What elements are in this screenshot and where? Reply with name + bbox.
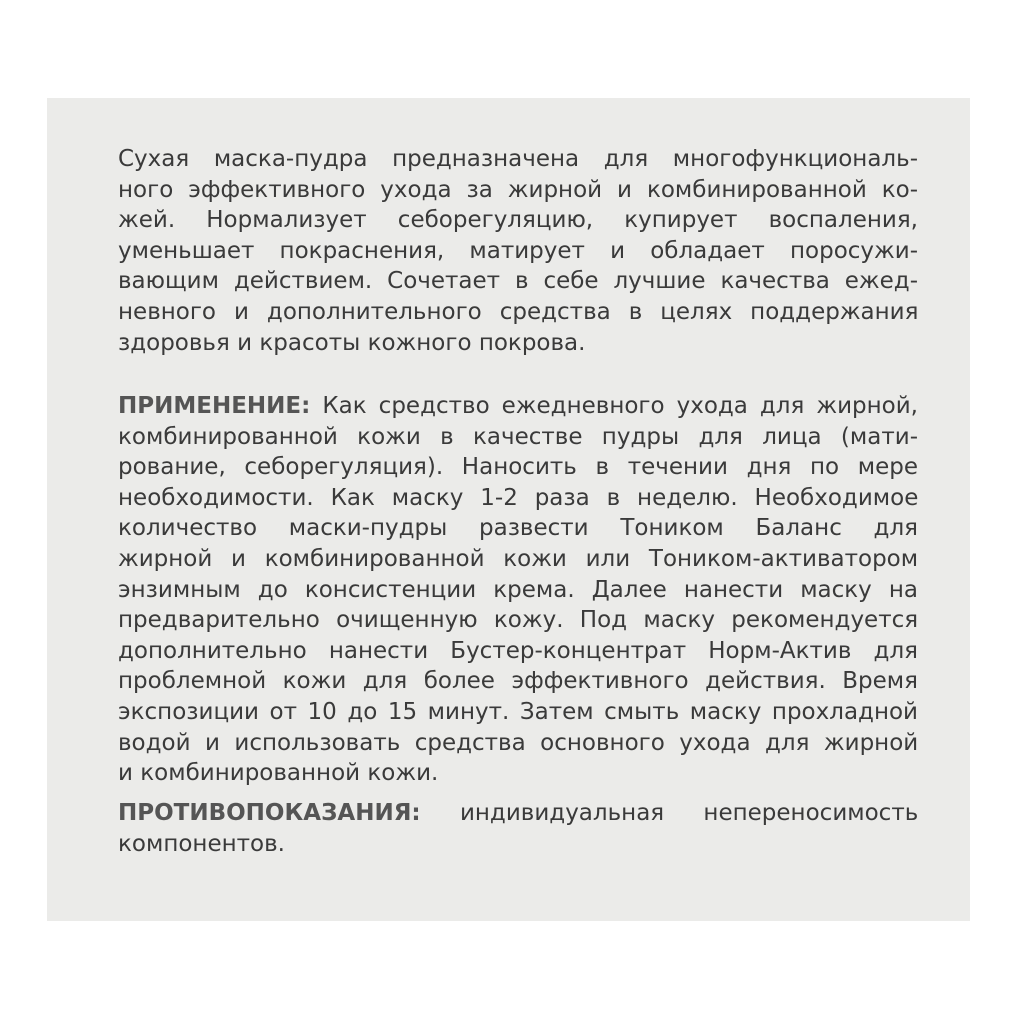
application-line: проблемной кожи для более эффективного действия. Время xyxy=(118,668,918,695)
application-line: экспозиции от 10 до 15 минут. Затем смыть маску прохладной xyxy=(118,698,918,725)
contraindications-heading: ПРОТИВОПОКАЗАНИЯ: xyxy=(118,800,421,826)
description-line: Сухая маска-пудра предназначена для многофункциональ- xyxy=(118,146,918,172)
application-first-line-text: Как средство ежедневного ухода для жирной, xyxy=(310,393,918,419)
application-line: рование, себорегуляция). Наносить в течении дня по мере xyxy=(118,454,918,481)
description-line: здоровья и красоты кожного покрова. xyxy=(118,329,586,356)
application-line: энзимным до консистенции крема. Далее нанести маску на xyxy=(118,576,918,603)
application-paragraph xyxy=(118,391,918,789)
application-line: количество маски-пудры развести Тоником Баланс для xyxy=(118,515,918,542)
application-line: необходимости. Как маску 1-2 раза в неделю. Необходимое xyxy=(118,484,919,511)
description-line: уменьшает покраснения, матирует и обладает поросужи- xyxy=(118,237,918,264)
description-line: ного эффективного ухода за жирной и комбинированной ко- xyxy=(118,176,918,203)
contraindications-first-line-text: индивидуальная непереносимость xyxy=(420,800,919,826)
contraindications-line: компонентов. xyxy=(118,830,285,857)
application-heading: ПРИМЕНЕНИЕ: xyxy=(118,393,311,419)
description-paragraph xyxy=(118,144,918,358)
description-line: вающим действием. Сочетает в себе лучшие качества ежед- xyxy=(118,268,918,295)
application-line: жирной и комбинированной кожи или Тоником-активатором xyxy=(118,545,919,572)
contraindications-paragraph xyxy=(118,798,918,859)
description-line: жей. Нормализует себорегуляцию, купирует воспаления, xyxy=(118,207,918,234)
contraindications-first-line xyxy=(118,798,918,829)
application-line: дополнительно нанести Бустер-концентрат Норм-Актив для xyxy=(118,637,918,664)
description-line: невного и дополнительного средства в целях поддержания xyxy=(118,298,919,325)
application-line: комбинированной кожи в качестве пудры для лица (мати- xyxy=(118,423,918,450)
application-first-line xyxy=(118,391,918,422)
application-line: предварительно очищенную кожу. Под маску рекомендуется xyxy=(118,607,919,634)
application-line: водой и использовать средства основного ухода для жирной xyxy=(118,729,919,756)
label-panel xyxy=(47,98,970,921)
application-line: и комбинированной кожи. xyxy=(118,760,439,787)
